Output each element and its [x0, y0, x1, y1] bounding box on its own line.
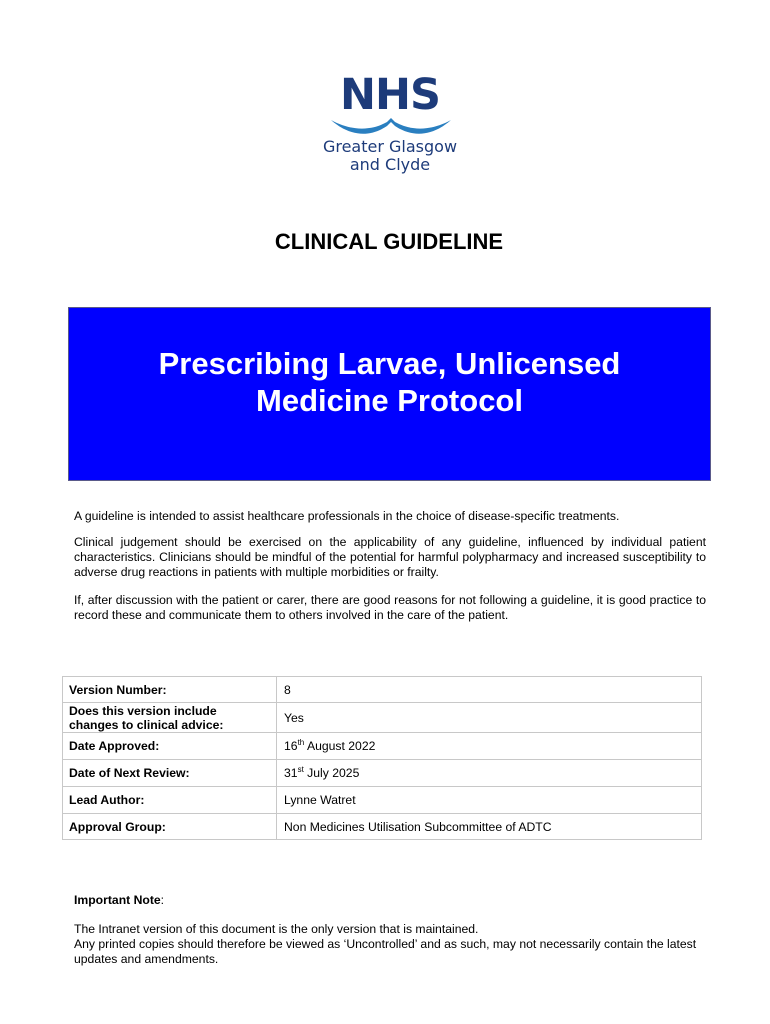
title-line-2: Medicine Protocol — [256, 383, 523, 418]
important-note-heading — [74, 893, 164, 908]
logo-line-1: Greater Glasgow — [322, 137, 458, 156]
changes-label-line-1: Does this version include — [69, 703, 217, 718]
approved-suffix: th — [297, 737, 305, 747]
review-rest: July 2025 — [303, 766, 360, 780]
clinical-judgement-paragraph: Clinical judgement should be exercised on the applicability of any guideline, influenced by individual patient characteristics. Clinicians should be mindful of the potential for harmful polypharmacy and increased susceptibility to adverse drug reactions in patients with multiple morbidities or frailty. — [74, 535, 706, 579]
title-banner — [68, 307, 711, 481]
table-row — [63, 814, 702, 840]
document-heading: CLINICAL GUIDELINE — [274, 229, 504, 254]
lead-author-label: Lead Author: — [63, 787, 277, 814]
table-row — [63, 703, 702, 733]
note-line-2: Any printed copies should therefore be viewed as ‘Uncontrolled’ and as such, may not necessarily contain the latest updates and amendments. — [74, 937, 697, 966]
lead-author-value: Lynne Watret — [277, 787, 702, 814]
intro-paragraph: A guideline is intended to assist healthcare professionals in the choice of disease-specific treatments. — [74, 509, 620, 523]
table-row — [63, 787, 702, 814]
review-suffix: st — [297, 764, 304, 774]
approval-group-label: Approval Group: — [63, 814, 277, 840]
approved-day: 16 — [284, 739, 298, 753]
changes-label — [63, 703, 277, 733]
table-row — [63, 677, 702, 703]
title-line-1: Prescribing Larvae, Unlicensed — [158, 346, 621, 381]
review-day: 31 — [284, 766, 298, 780]
nhs-logo — [315, 72, 465, 182]
important-note-label: Important Note — [74, 893, 161, 907]
document-title — [69, 345, 710, 419]
logo-line-2: and Clyde — [349, 155, 431, 174]
table-row — [63, 733, 702, 760]
version-value: 8 — [277, 677, 702, 703]
changes-value: Yes — [277, 703, 702, 733]
approval-group-value: Non Medicines Utilisation Subcommittee of ADTC — [277, 814, 702, 840]
note-line-1: The Intranet version of this document is the only version that is maintained. — [74, 922, 479, 936]
changes-label-line-2: changes to clinical advice: — [69, 717, 224, 732]
next-review-value — [277, 760, 702, 787]
date-approved-label: Date Approved: — [63, 733, 277, 760]
important-note-colon: : — [160, 893, 165, 907]
deviation-paragraph: If, after discussion with the patient or carer, there are good reasons for not following a guideline, it is good practice to record these and communicate them to others involved in the care of the patient. — [74, 593, 706, 622]
important-note-text — [74, 922, 706, 967]
version-label: Version Number: — [63, 677, 277, 703]
date-approved-value — [277, 733, 702, 760]
document-info-table — [62, 676, 702, 840]
table-row — [63, 760, 702, 787]
next-review-label: Date of Next Review: — [63, 760, 277, 787]
logo-nhs-text: NHS — [340, 70, 440, 120]
approved-rest: August 2022 — [304, 739, 376, 753]
